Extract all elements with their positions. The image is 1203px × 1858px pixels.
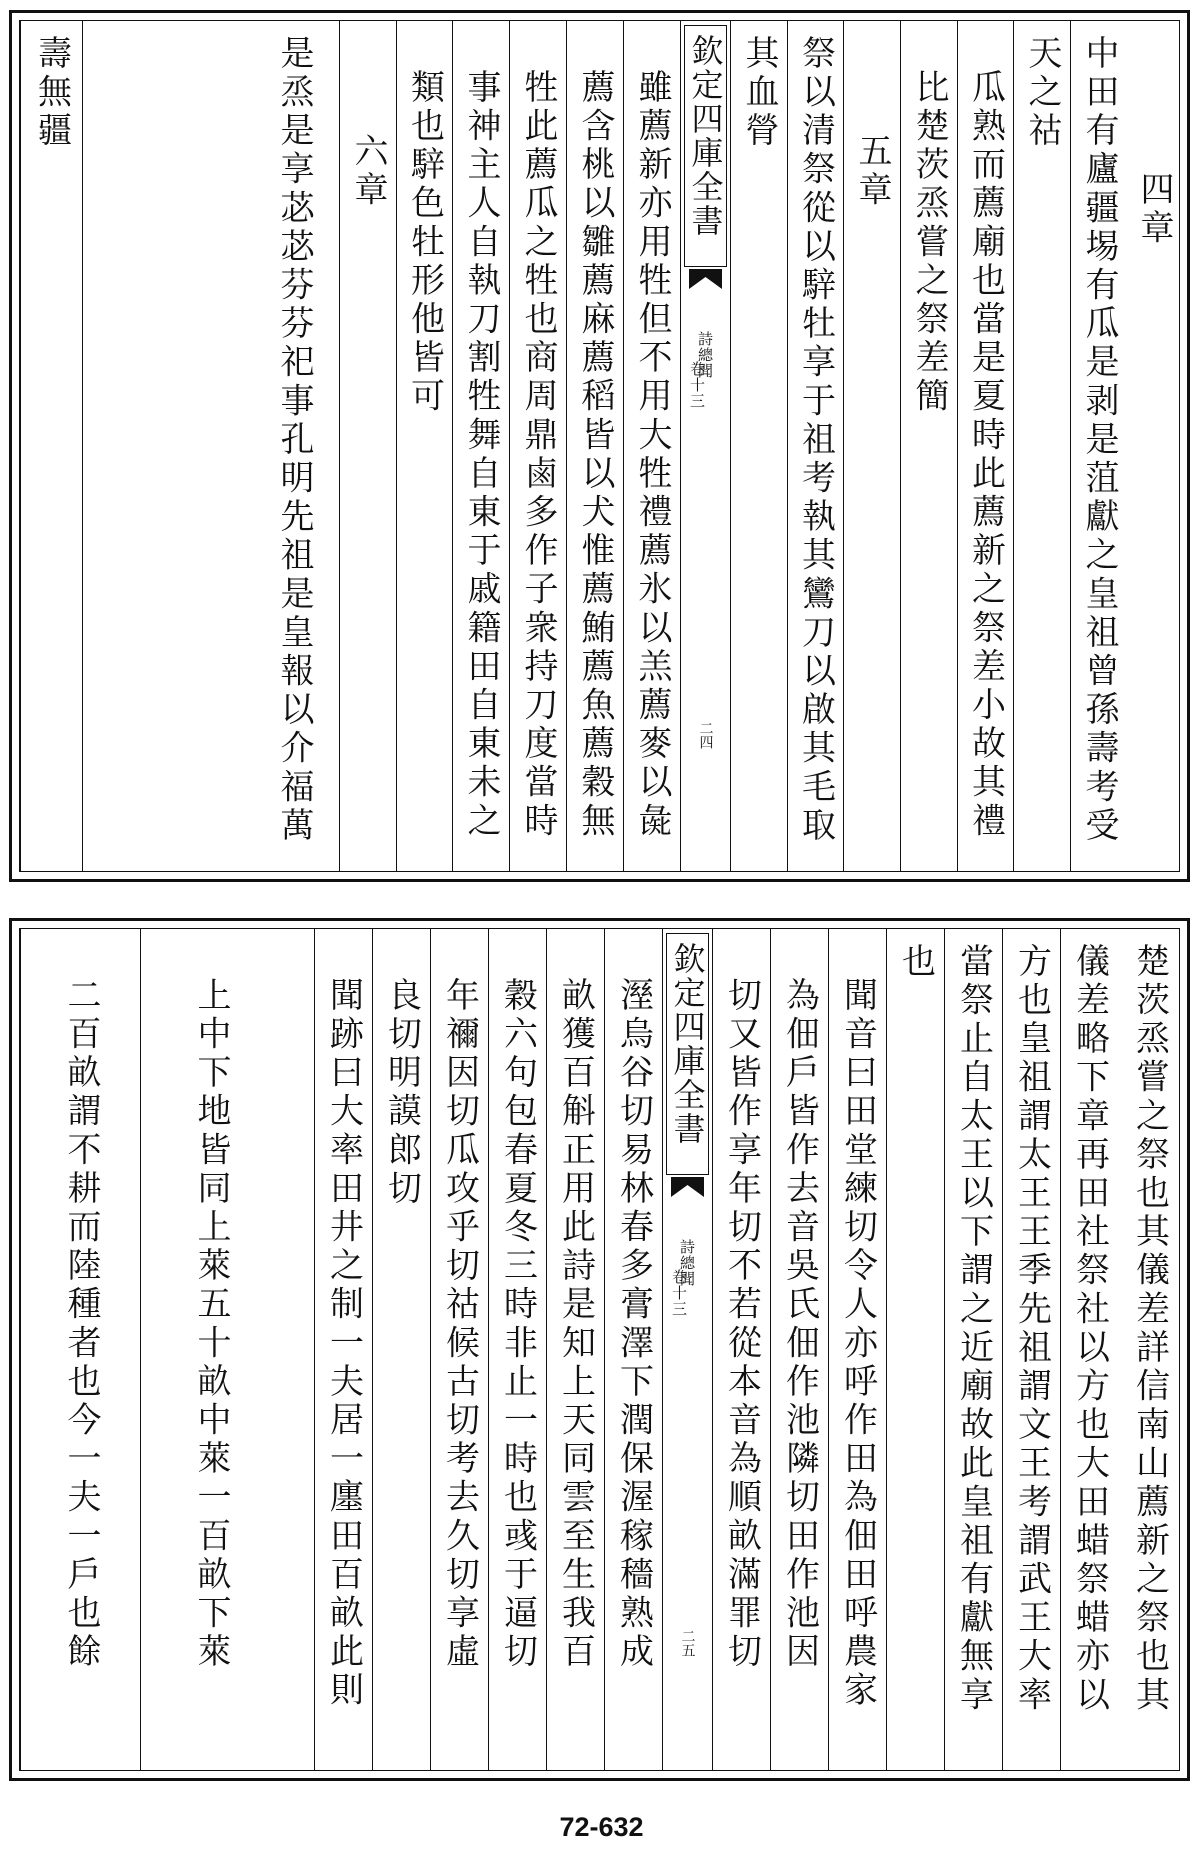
commentary-line: 溼烏谷切易林春多膏澤下潤保渥稼穡熟成: [613, 977, 654, 1672]
top-col-12: [452, 21, 509, 871]
commentary-line: 二百畝謂不耕而陸種者也今一夫一戶也餘: [61, 977, 101, 1672]
top-col-9: [623, 21, 680, 871]
commentary-line: 年禰因切瓜攻乎切祜候古切考去久切享虛: [439, 977, 480, 1672]
commentary-line: 上中下地皆同上萊五十畝中萊一百畝下萊: [191, 977, 231, 1672]
bottom-page: [9, 918, 1190, 1781]
bottom-col-7: [770, 929, 828, 1770]
bottom-col-8: [712, 929, 770, 1770]
page-footer-number: 72-632: [559, 1812, 644, 1842]
poem-line: 是烝是享苾苾芬芬祀事孔明先祖是皇報以介福萬: [274, 35, 314, 846]
top-page: [9, 10, 1190, 882]
top-col-6: [843, 21, 900, 871]
chapter-heading-four: 四章: [1134, 171, 1174, 249]
top-col-5: [900, 21, 957, 871]
bottom-col-15-wide: [140, 929, 314, 1770]
commentary-line: 楚茨烝嘗之祭也其儀差詳信南山薦新之祭也其: [1129, 943, 1170, 1715]
fish-tail-mark: [689, 269, 722, 289]
leaf-number: 二五: [679, 1629, 696, 1657]
commentary-line: 為佃戶皆作去音吳氏佃作池隣切田作池因: [779, 977, 820, 1672]
fish-tail-mark: [671, 1177, 704, 1197]
top-col-13: [396, 21, 452, 871]
bottom-col-1: [1118, 929, 1181, 1770]
commentary-line: 畝獲百斛正用此詩是知上天同雲至生我百: [555, 977, 596, 1672]
book-title: 欽定四庫全書: [686, 34, 725, 238]
bottom-page-frame: [19, 928, 1180, 1771]
bottom-col-12: [430, 929, 488, 1770]
bottom-col-16: [20, 929, 140, 1770]
poem-line: 祭以清祭從以騂牡享于祖考執其鸞刀以啟其毛取: [795, 35, 836, 846]
volume-label: 卷十三: [688, 361, 706, 409]
book-name: 詩總聞: [678, 1239, 696, 1287]
commentary-line: 比楚茨烝嘗之祭差簡: [909, 69, 949, 417]
chapter-heading-six: 六章: [348, 133, 388, 211]
top-col-14: [339, 21, 396, 871]
bottom-col-4: [944, 929, 1002, 1770]
commentary-line: 類也騂色牡形他皆可: [404, 69, 445, 417]
commentary-line: 聞音曰田堂練切令人亦呼作田為佃田呼農家: [837, 977, 878, 1711]
top-page-frame: [19, 20, 1180, 872]
chapter-heading-five: 五章: [852, 133, 892, 211]
top-col-4: [957, 21, 1013, 871]
top-center-strip: [680, 21, 730, 871]
top-col-3: [1013, 21, 1070, 871]
bottom-col-10: [546, 929, 604, 1770]
top-book-title-box: [684, 25, 727, 267]
top-col-10: [566, 21, 623, 871]
bottom-col-5: [886, 929, 944, 1770]
commentary-line: 也: [895, 943, 936, 982]
bottom-col-9: [604, 929, 662, 1770]
top-col-1: [1127, 21, 1181, 871]
bottom-col-2: [1060, 929, 1118, 1770]
commentary-line: 薦含桃以雛薦麻薦稻皆以犬惟薦鮪薦魚薦穀無: [575, 69, 615, 841]
bottom-book-title-box: [666, 933, 709, 1175]
commentary-line: 聞跡曰大率田井之制一夫居一廛田百畝此則: [323, 977, 364, 1711]
commentary-line: 儀差略下章再田社祭社以方也大田蜡祭蜡亦以: [1069, 943, 1110, 1715]
bottom-col-13: [372, 929, 430, 1770]
top-col-7: [787, 21, 843, 871]
poem-line: 天之祜: [1022, 35, 1062, 151]
bottom-col-11: [488, 929, 546, 1770]
bottom-col-14: [314, 929, 372, 1770]
commentary-line: 穀六句包春夏冬三時非止一時也彧于逼切: [497, 977, 538, 1672]
book-name: 詩總聞: [696, 331, 714, 379]
poem-line: 其血膋: [739, 35, 779, 151]
poem-line: 壽無疆: [31, 35, 72, 151]
leaf-number: 二四: [697, 721, 714, 749]
commentary-line: 牲此薦瓜之牲也商周鼎鹵多作子衆持刀度當時: [518, 69, 558, 841]
commentary-line: 雖薦新亦用牲但不用大牲禮薦氷以羔薦麥以彘: [632, 69, 672, 841]
commentary-line: 良切明謨郎切: [381, 977, 422, 1209]
top-col-16: [20, 21, 82, 871]
poem-line: 中田有廬疆埸有瓜是剥是菹獻之皇祖曾孫壽考受: [1079, 35, 1119, 846]
commentary-line: 當祭止自太王以下謂之近廟故此皇祖有獻無享: [953, 943, 994, 1715]
top-col-8: [730, 21, 787, 871]
commentary-line: 瓜熟而薦廟也當是夏時此薦新之祭差小故其禮: [965, 69, 1006, 841]
commentary-line: 方也皇祖謂太王王季先祖謂文王考謂武王大率: [1011, 943, 1052, 1715]
commentary-line: 事神主人自執刀割牲舞自東于戚籍田自東未之: [461, 69, 501, 841]
top-col-11: [509, 21, 566, 871]
volume-label: 卷十三: [670, 1269, 688, 1317]
commentary-line: 切又皆作享年切不若從本音為順畝滿罪切: [721, 977, 762, 1672]
bottom-center-strip: [662, 929, 712, 1770]
book-title: 欽定四庫全書: [668, 942, 707, 1146]
top-col-15-wide: [82, 21, 339, 871]
bottom-col-6: [828, 929, 886, 1770]
bottom-col-3: [1002, 929, 1060, 1770]
top-col-2: [1070, 21, 1127, 871]
